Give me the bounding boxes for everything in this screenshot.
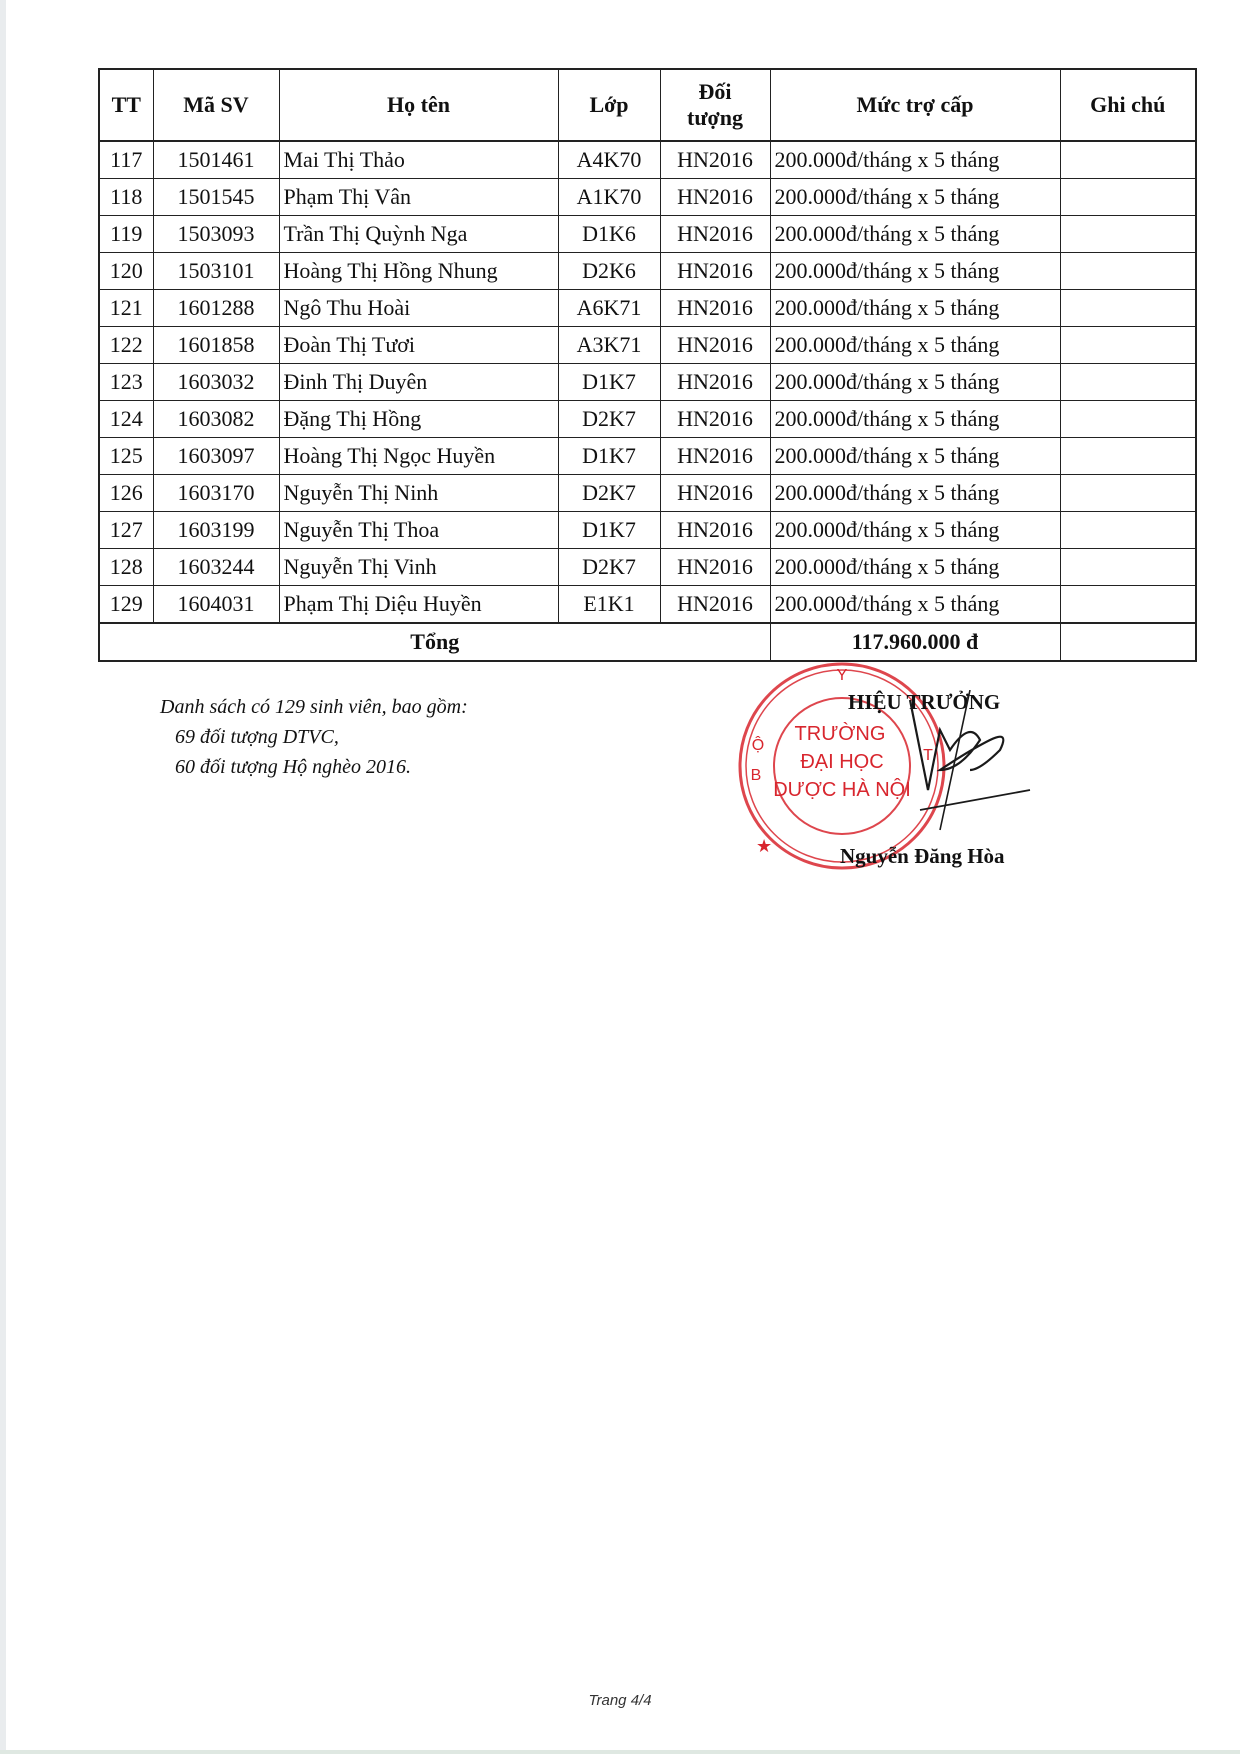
cell-ho-ten: Phạm Thị Vân [279, 179, 558, 216]
cell-lop: A4K70 [558, 141, 660, 179]
cell-lop: D2K7 [558, 549, 660, 586]
total-row [99, 623, 1196, 661]
cell-lop: D2K7 [558, 401, 660, 438]
signatory-name: Nguyễn Đăng Hòa [840, 844, 1005, 868]
header-doi-tuong-line1: Đối [698, 79, 732, 104]
cell-tt: 128 [99, 549, 153, 586]
cell-muc-tro-cap: 200.000đ/tháng x 5 tháng [770, 290, 1060, 327]
cell-tt: 118 [99, 179, 153, 216]
cell-ho-ten: Đoàn Thị Tươi [279, 327, 558, 364]
cell-ghi-chu [1060, 216, 1196, 253]
table-row [99, 512, 1196, 549]
cell-ma-sv: 1603097 [153, 438, 279, 475]
svg-text:TRƯỜNG: TRƯỜNG [794, 723, 886, 745]
cell-muc-tro-cap: 200.000đ/tháng x 5 tháng [770, 179, 1060, 216]
cell-ghi-chu [1060, 401, 1196, 438]
cell-muc-tro-cap: 200.000đ/tháng x 5 tháng [770, 327, 1060, 364]
svg-text:DƯỢC HÀ NỘI: DƯỢC HÀ NỘI [773, 779, 911, 801]
cell-muc-tro-cap: 200.000đ/tháng x 5 tháng [770, 253, 1060, 290]
cell-muc-tro-cap: 200.000đ/tháng x 5 tháng [770, 512, 1060, 549]
total-label: Tổng [99, 623, 770, 661]
table-body [99, 141, 1196, 623]
cell-doi-tuong: HN2016 [660, 327, 770, 364]
cell-ghi-chu [1060, 475, 1196, 512]
cell-tt: 129 [99, 586, 153, 624]
table-row [99, 364, 1196, 401]
cell-ma-sv: 1503093 [153, 216, 279, 253]
cell-ghi-chu [1060, 438, 1196, 475]
table-row [99, 253, 1196, 290]
cell-tt: 127 [99, 512, 153, 549]
cell-ghi-chu [1060, 290, 1196, 327]
table-row [99, 586, 1196, 624]
cell-lop: D1K7 [558, 512, 660, 549]
cell-ghi-chu [1060, 364, 1196, 401]
cell-doi-tuong: HN2016 [660, 549, 770, 586]
scan-edge-bottom [0, 1750, 1240, 1754]
svg-text:Ộ: Ộ [751, 737, 765, 754]
cell-doi-tuong: HN2016 [660, 512, 770, 549]
cell-ho-ten: Phạm Thị Diệu Huyền [279, 586, 558, 624]
subsidy-table [98, 68, 1197, 662]
cell-muc-tro-cap: 200.000đ/tháng x 5 tháng [770, 216, 1060, 253]
cell-ma-sv: 1603170 [153, 475, 279, 512]
note-line-2: 69 đối tượng DTVC, [175, 726, 339, 748]
total-ghi-chu [1060, 623, 1196, 661]
cell-ghi-chu [1060, 179, 1196, 216]
cell-ma-sv: 1503101 [153, 253, 279, 290]
cell-ma-sv: 1601858 [153, 327, 279, 364]
svg-text:★: ★ [756, 836, 773, 856]
cell-muc-tro-cap: 200.000đ/tháng x 5 tháng [770, 586, 1060, 624]
page-number: Trang 4/4 [588, 1692, 652, 1709]
cell-ghi-chu [1060, 586, 1196, 624]
svg-text:ĐẠI HỌC: ĐẠI HỌC [800, 751, 884, 773]
handwritten-signature [880, 690, 1040, 840]
cell-doi-tuong: HN2016 [660, 586, 770, 624]
table-row [99, 438, 1196, 475]
header-ho-ten: Họ tên [279, 69, 558, 141]
cell-tt: 122 [99, 327, 153, 364]
header-tt: TT [99, 69, 153, 141]
cell-ho-ten: Ngô Thu Hoài [279, 290, 558, 327]
cell-lop: D2K6 [558, 253, 660, 290]
cell-tt: 125 [99, 438, 153, 475]
cell-ma-sv: 1603199 [153, 512, 279, 549]
svg-text:Y: Y [836, 667, 848, 684]
notes [160, 692, 468, 782]
cell-ho-ten: Nguyễn Thị Ninh [279, 475, 558, 512]
cell-ma-sv: 1501461 [153, 141, 279, 179]
header-lop: Lớp [558, 69, 660, 141]
cell-ghi-chu [1060, 253, 1196, 290]
cell-ho-ten: Hoàng Thị Ngọc Huyền [279, 438, 558, 475]
scan-edge [0, 0, 6, 1754]
cell-doi-tuong: HN2016 [660, 475, 770, 512]
header-ma-sv: Mã SV [153, 69, 279, 141]
cell-ho-ten: Hoàng Thị Hồng Nhung [279, 253, 558, 290]
cell-tt: 124 [99, 401, 153, 438]
table-row [99, 290, 1196, 327]
header-ghi-chu: Ghi chú [1060, 69, 1196, 141]
cell-lop: D2K7 [558, 475, 660, 512]
svg-text:B: B [750, 767, 762, 784]
cell-lop: D1K7 [558, 438, 660, 475]
cell-doi-tuong: HN2016 [660, 290, 770, 327]
cell-tt: 117 [99, 141, 153, 179]
cell-ma-sv: 1603032 [153, 364, 279, 401]
table-row [99, 475, 1196, 512]
cell-tt: 126 [99, 475, 153, 512]
header-doi-tuong-line2: tượng [687, 105, 743, 130]
cell-muc-tro-cap: 200.000đ/tháng x 5 tháng [770, 364, 1060, 401]
note-line-3: 60 đối tượng Hộ nghèo 2016. [175, 756, 412, 778]
table-row [99, 549, 1196, 586]
cell-tt: 123 [99, 364, 153, 401]
cell-doi-tuong: HN2016 [660, 401, 770, 438]
cell-ghi-chu [1060, 549, 1196, 586]
cell-muc-tro-cap: 200.000đ/tháng x 5 tháng [770, 438, 1060, 475]
table-row [99, 216, 1196, 253]
cell-doi-tuong: HN2016 [660, 438, 770, 475]
header-doi-tuong [660, 69, 770, 141]
cell-ho-ten: Nguyễn Thị Vinh [279, 549, 558, 586]
note-line-1: Danh sách có 129 sinh viên, bao gồm: [160, 696, 468, 718]
cell-ma-sv: 1501545 [153, 179, 279, 216]
cell-tt: 121 [99, 290, 153, 327]
table-row [99, 141, 1196, 179]
cell-muc-tro-cap: 200.000đ/tháng x 5 tháng [770, 475, 1060, 512]
cell-lop: E1K1 [558, 586, 660, 624]
cell-doi-tuong: HN2016 [660, 179, 770, 216]
cell-ma-sv: 1603244 [153, 549, 279, 586]
table-row [99, 327, 1196, 364]
cell-muc-tro-cap: 200.000đ/tháng x 5 tháng [770, 549, 1060, 586]
cell-ma-sv: 1603082 [153, 401, 279, 438]
cell-ho-ten: Đinh Thị Duyên [279, 364, 558, 401]
cell-ho-ten: Đặng Thị Hồng [279, 401, 558, 438]
cell-lop: D1K7 [558, 364, 660, 401]
table-header-row [99, 69, 1196, 141]
cell-ghi-chu [1060, 512, 1196, 549]
cell-lop: A3K71 [558, 327, 660, 364]
cell-ghi-chu [1060, 141, 1196, 179]
cell-lop: A6K71 [558, 290, 660, 327]
cell-doi-tuong: HN2016 [660, 253, 770, 290]
table-row [99, 401, 1196, 438]
cell-lop: A1K70 [558, 179, 660, 216]
total-value: 117.960.000 đ [770, 623, 1060, 661]
svg-text:T: T [923, 747, 933, 764]
header-muc-tro-cap: Mức trợ cấp [770, 69, 1060, 141]
cell-doi-tuong: HN2016 [660, 141, 770, 179]
cell-ma-sv: 1601288 [153, 290, 279, 327]
cell-lop: D1K6 [558, 216, 660, 253]
signature-title: HIỆU TRƯỞNG [848, 690, 1001, 714]
cell-muc-tro-cap: 200.000đ/tháng x 5 tháng [770, 401, 1060, 438]
cell-doi-tuong: HN2016 [660, 216, 770, 253]
cell-ma-sv: 1604031 [153, 586, 279, 624]
cell-doi-tuong: HN2016 [660, 364, 770, 401]
cell-muc-tro-cap: 200.000đ/tháng x 5 tháng [770, 141, 1060, 179]
cell-ho-ten: Trần Thị Quỳnh Nga [279, 216, 558, 253]
cell-tt: 120 [99, 253, 153, 290]
cell-tt: 119 [99, 216, 153, 253]
cell-ho-ten: Mai Thị Thảo [279, 141, 558, 179]
table-row [99, 179, 1196, 216]
cell-ho-ten: Nguyễn Thị Thoa [279, 512, 558, 549]
cell-ghi-chu [1060, 327, 1196, 364]
